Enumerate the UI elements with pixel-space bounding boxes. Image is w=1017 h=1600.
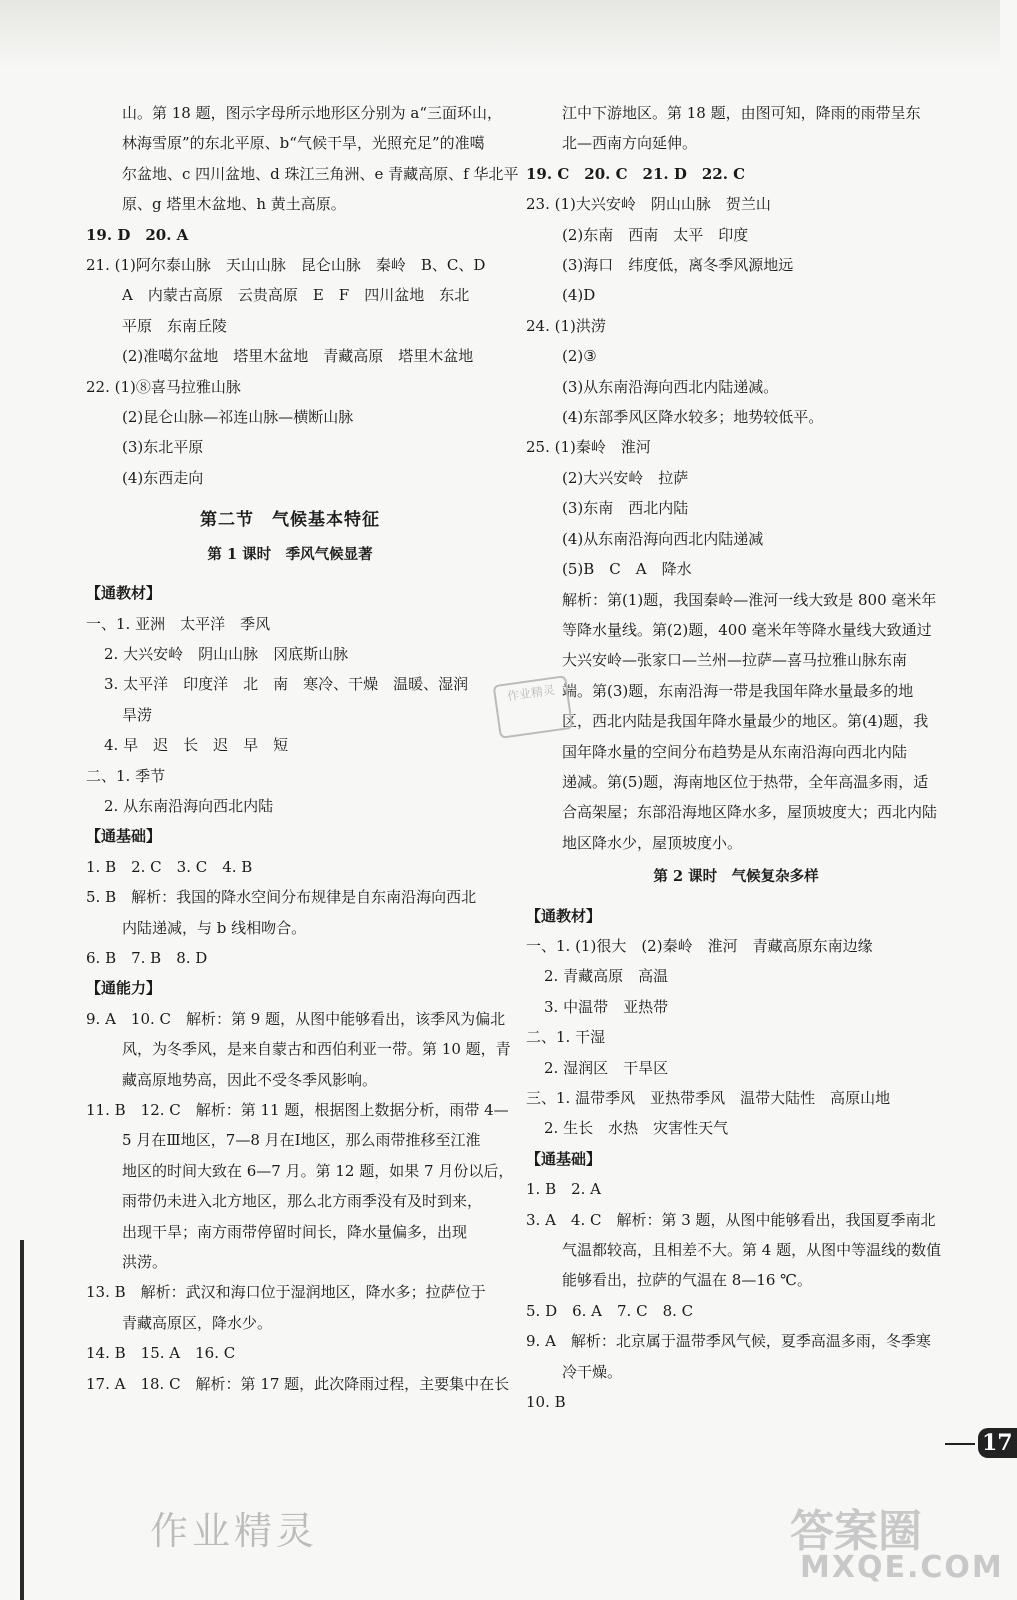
right-line: 2. 生长 水热 灾害性天气 — [544, 1119, 729, 1138]
right-line: 5. D 6. A 7. C 8. C — [526, 1301, 694, 1320]
right-line: 国年降水量的空间分布趋势是从东南沿海向西北内陆 — [562, 742, 908, 761]
left-line: 2. 从东南沿海向西北内陆 — [104, 796, 274, 815]
right-line: 大兴安岭—张家口—兰州—拉萨—喜马拉雅山脉东南 — [562, 651, 908, 670]
left-line: 第 1 课时 季风气候显著 — [207, 545, 373, 563]
right-line: 解析：第(1)题，我国秦岭—淮河一线大致是 800 毫米年 — [562, 590, 937, 609]
right-line: 三、1. 温带季风 亚热带季风 温带大陆性 高原山地 — [526, 1089, 891, 1107]
right-line: (3)东南 西北内陆 — [562, 499, 689, 518]
left-line: (2)昆仑山脉—祁连山脉—横断山脉 — [122, 408, 354, 427]
left-line: 3. 太平洋 印度洋 北 南 寒冷、干燥 温暖、湿润 — [104, 675, 469, 694]
left-line: 尔盆地、c 四川盆地、d 珠江三角洲、e 青藏高原、f 华北平 — [122, 164, 519, 183]
left-line: 二、1. 季节 — [86, 766, 166, 785]
left-line: 地区的时间大致在 6—7 月。第 12 题，如果 7 月份以后， — [122, 1161, 514, 1180]
left-column — [86, 98, 519, 1399]
left-line: (4)东西走向 — [122, 468, 204, 487]
right-line: (3)从东南沿海向西北内陆递减。 — [562, 377, 779, 396]
left-line: 5 月在Ⅲ地区，7—8 月在Ⅰ地区，那么雨带推移至江淮 — [122, 1131, 481, 1150]
right-line: 区，西北内陆是我国年降水量最少的地区。第(4)题，我 — [562, 712, 929, 731]
left-line: 11. B 12. C 解析：第 11 题，根据图上数据分析，雨带 4— — [86, 1101, 509, 1119]
left-line: 22. (1)⑧喜马拉雅山脉 — [86, 377, 241, 396]
left-line: 旱涝 — [122, 705, 153, 724]
right-line: 1. B 2. A — [526, 1180, 602, 1199]
left-line: 平原 东南丘陵 — [122, 316, 228, 335]
left-line: 【通基础】 — [86, 827, 162, 846]
left-line: 山。第 18 题，图示字母所示地形区分别为 a“三面环山， — [122, 104, 503, 122]
left-line: 一、1. 亚洲 太平洋 季风 — [86, 614, 271, 633]
right-line: 10. B — [526, 1393, 566, 1412]
left-line: 5. B 解析：我国的降水空间分布规律是自东南沿海向西北 — [86, 888, 477, 907]
top-shadow — [0, 0, 1000, 70]
left-line: 风，为冬季风，是来自蒙古和西伯利亚一带。第 10 题，青 — [122, 1040, 511, 1059]
left-line: 第二节 气候基本特征 — [200, 510, 380, 531]
right-line: 一、1. (1)很大 (2)秦岭 淮河 青藏高原东南边缘 — [526, 936, 873, 955]
left-line: 1. B 2. C 3. C 4. B — [86, 857, 253, 876]
right-line: 端。第(3)题，东南沿海一带是我国年降水量最多的地 — [562, 681, 914, 700]
left-line: 雨带仍未进入北方地区，那么北方雨季没有及时到来， — [122, 1192, 483, 1211]
left-line: 14. B 15. A 16. C — [86, 1344, 236, 1363]
right-line: 2. 青藏高原 高温 — [544, 967, 669, 986]
page-number: 17 — [978, 1428, 1017, 1458]
left-line: 21. (1)阿尔泰山脉 天山山脉 昆仑山脉 秦岭 B、C、D — [86, 256, 486, 275]
right-line: 江中下游地区。第 18 题，由图可知，降雨的雨带呈东 — [562, 104, 921, 122]
right-line: 地区降水少，屋顶坡度小。 — [562, 833, 743, 852]
right-line: 19. C 20. C 21. D 22. C — [526, 164, 746, 183]
right-line: (5)B C A 降水 — [562, 560, 692, 579]
right-line: 24. (1)洪涝 — [526, 316, 606, 335]
left-line: (3)东北平原 — [122, 438, 204, 457]
left-line: 【通能力】 — [86, 979, 162, 998]
watermark-site: MXQE.COM — [800, 1550, 1004, 1585]
left-line: 9. A 10. C 解析：第 9 题，从图中能够看出，该季风为偏北 — [86, 1009, 506, 1028]
right-line: 【通教材】 — [526, 906, 602, 925]
right-line: 二、1. 干湿 — [526, 1028, 606, 1047]
right-line: 3. A 4. C 解析：第 3 题，从图中能够看出，我国夏季南北 — [526, 1210, 936, 1229]
left-line: 内陆递减，与 b 线相吻合。 — [122, 918, 307, 937]
right-line: (2)③ — [562, 347, 597, 366]
left-line: 17. A 18. C 解析：第 17 题，此次降雨过程，主要集中在长 — [86, 1374, 510, 1393]
right-line: 【通基础】 — [526, 1149, 602, 1168]
left-line: 林海雪原”的东北平原、b“气候干旱，光照充足”的准噶 — [122, 134, 485, 153]
left-line: 出现干旱；南方雨带停留时间长，降水量偏多，出现 — [122, 1222, 468, 1241]
right-line: 合高架屋；东部沿海地区降水多，屋顶坡度大；西北内陆 — [562, 803, 938, 822]
right-line: (3)海口 纬度低，离冬季风源地远 — [562, 256, 794, 275]
right-line: (4)从东南沿海向西北内陆递减 — [562, 529, 764, 548]
watermark-stamp: 作业精灵 — [493, 675, 574, 739]
right-line: 气温都较高，且相差不大。第 4 题，从图中等温线的数值 — [562, 1241, 942, 1260]
left-line: (2)准噶尔盆地 塔里木盆地 青藏高原 塔里木盆地 — [122, 347, 474, 366]
left-line: 2. 大兴安岭 阴山山脉 冈底斯山脉 — [104, 644, 349, 663]
left-line: 【通教材】 — [86, 584, 162, 603]
watermark-bottom-left: 作业精灵 — [150, 1509, 319, 1553]
right-line: 能够看出，拉萨的气温在 8—16 ℃。 — [562, 1271, 812, 1290]
right-line: 2. 湿润区 干旱区 — [544, 1058, 669, 1077]
left-line: 6. B 7. B 8. D — [86, 948, 208, 967]
page-number-dash — [945, 1443, 975, 1445]
right-line: 递减。第(5)题，海南地区位于热带，全年高温多雨，适 — [562, 772, 929, 791]
right-line: 3. 中温带 亚热带 — [544, 997, 669, 1016]
right-column — [526, 98, 946, 1417]
left-line: A 内蒙古高原 云贵高原 E F 四川盆地 东北 — [122, 286, 470, 305]
right-line: 9. A 解析：北京属于温带季风气候，夏季高温多雨，冬季寒 — [526, 1332, 931, 1351]
left-line: 原、g 塔里木盆地、h 黄土高原。 — [122, 195, 346, 214]
right-line: 等降水量线。第(2)题，400 毫米年等降水量线大致通过 — [562, 620, 932, 639]
watermark-logo: 答案圈 — [790, 1506, 922, 1557]
right-line: (4)D — [562, 286, 596, 305]
left-line: 19. D 20. A — [86, 225, 189, 244]
left-line: 洪涝。 — [122, 1253, 168, 1272]
right-line: 第 2 课时 气候复杂多样 — [653, 868, 819, 886]
right-line: (4)东部季风区降水较多；地势较低平。 — [562, 408, 824, 427]
scan-edge-line — [20, 1240, 24, 1600]
right-line: 北—西南方向延伸。 — [562, 134, 698, 153]
left-line: 4. 早 迟 长 迟 早 短 — [104, 736, 289, 755]
right-line: (2)东南 西南 太平 印度 — [562, 225, 749, 244]
right-line: 25. (1)秦岭 淮河 — [526, 438, 651, 457]
right-line: 冷干燥。 — [562, 1362, 623, 1381]
left-line: 13. B 解析：武汉和海口位于湿润地区，降水多；拉萨位于 — [86, 1283, 486, 1302]
right-line: (2)大兴安岭 拉萨 — [562, 468, 689, 487]
right-line: 23. (1)大兴安岭 阴山山脉 贺兰山 — [526, 195, 771, 214]
left-line: 青藏高原区，降水少。 — [122, 1313, 273, 1332]
left-line: 藏高原地势高，因此不受冬季风影响。 — [122, 1070, 378, 1089]
